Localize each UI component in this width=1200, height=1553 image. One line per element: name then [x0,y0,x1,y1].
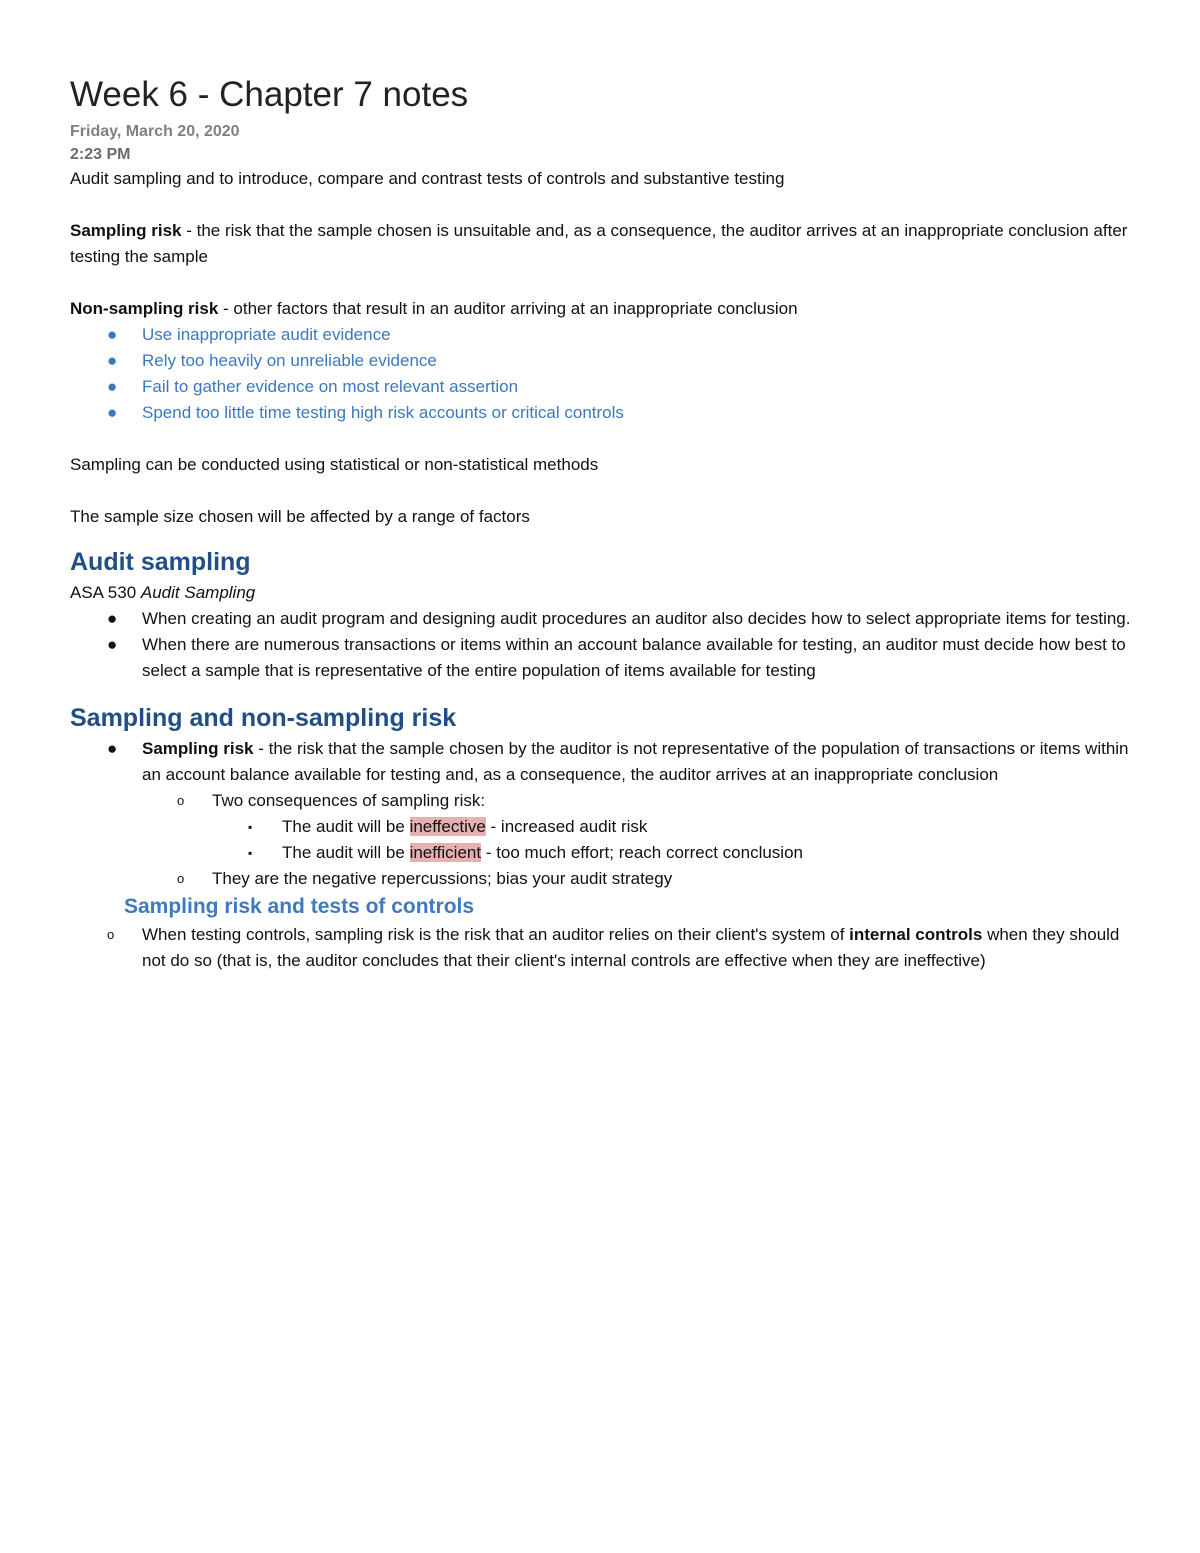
list-item: ● Rely too heavily on unreliable evidence [70,348,1140,374]
audit-sampling-heading: Audit sampling [70,548,251,576]
tests-of-controls-heading: Sampling risk and tests of controls [124,895,475,918]
sampling-risk-list [70,736,1140,892]
asa-standard-name: Audit Sampling [140,583,256,602]
list-item: ● When there are numerous transactions or items within an account balance available for testing, an auditor must decide how best to select a sample that is representative of the entire population of items available for testing [70,632,1140,684]
list-item: o When testing controls, sampling risk is the risk that an auditor relies on their client's system of internal controls when they should not do so (that is, the auditor concludes that their client's internal controls are effective when they are ineffective) [70,922,1140,974]
list-item: ● Spend too little time testing high risk accounts or critical controls [70,400,1140,426]
list-item: ▪ The audit will be inefficient - too much effort; reach correct conclusion [70,840,1140,866]
highlighted-word: inefficient [409,843,482,862]
asa-standard: ASA 530 Audit Sampling [70,583,256,602]
note-date: Friday, March 20, 2020 [70,123,240,140]
page-title: Week 6 - Chapter 7 notes [70,75,469,114]
note-page [70,70,1140,974]
list-item: ● When creating an audit program and designing audit procedures an auditor also decides how to select appropriate items for testing. [70,606,1140,632]
non-sampling-risk-definition: - other factors that result in an auditor arriving at an inappropriate conclusion [218,299,798,318]
non-sampling-risk-paragraph [70,296,1140,322]
sample-size-note: The sample size chosen will be affected by a range of factors [70,507,530,526]
note-time: 2:23 PM [70,146,131,163]
sampling-risk-term: Sampling risk [70,221,182,240]
bullet-icon: ● [107,377,118,396]
sampling-nonsampling-heading: Sampling and non-sampling risk [70,704,457,732]
bullet-icon: o [177,793,185,808]
sampling-risk-definition: - the risk that the sample chosen is unsuitable and, as a consequence, the auditor arrives at an inappropriate conclusion after testing the sample [70,221,1128,266]
bullet-icon: o [107,927,115,942]
statistical-note: Sampling can be conducted using statistical or non-statistical methods [70,455,599,474]
non-sampling-risk-term: Non-sampling risk [70,299,219,318]
bullet-icon: ● [107,403,118,422]
bullet-icon: ▪ [248,846,253,860]
bullet-icon: ● [107,351,118,370]
list-item: ● Fail to gather evidence on most relevant assertion [70,374,1140,400]
list-item: ● Use inappropriate audit evidence [70,322,1140,348]
list-item: ● Sampling risk - the risk that the sample chosen by the auditor is not representative of the population of transactions or items within an account balance available for testing and, as a consequence, the auditor arrives at an inappropriate conclusion [70,736,1140,788]
bullet-icon: o [177,871,185,886]
intro-text: Audit sampling and to introduce, compare and contrast tests of controls and substantive testing [70,169,785,188]
bullet-icon: ● [107,635,118,654]
list-item: o Two consequences of sampling risk: [70,788,1140,814]
bullet-icon: ● [107,739,118,758]
list-item: ▪ The audit will be ineffective - increased audit risk [70,814,1140,840]
bullet-icon: ▪ [248,820,253,834]
audit-sampling-list [70,606,1140,684]
sampling-risk-paragraph [70,218,1140,270]
bullet-icon: ● [107,325,118,344]
bullet-icon: ● [107,609,118,628]
non-sampling-risk-list [70,322,1140,426]
list-item: o They are the negative repercussions; bias your audit strategy [70,866,1140,892]
tests-of-controls-list [70,922,1140,974]
highlighted-word: ineffective [409,817,486,836]
